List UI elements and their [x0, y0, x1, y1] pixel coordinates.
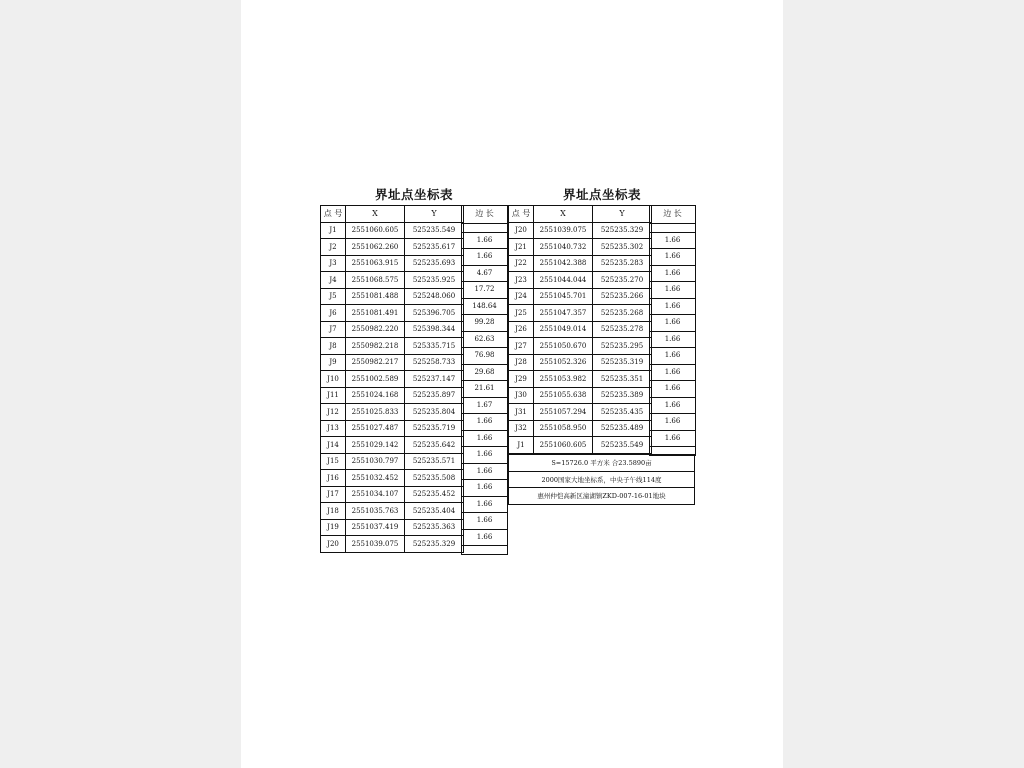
table-row — [509, 338, 652, 355]
note-text: S=15726.0 平方米 合23.5890亩 — [509, 455, 695, 472]
table-row — [509, 321, 652, 338]
length-cell: 1.66 — [462, 530, 507, 547]
cell-x: 2551002.589 — [346, 371, 405, 388]
cell-x: 2551030.797 — [346, 453, 405, 470]
cell-x: 2551039.075 — [346, 536, 405, 553]
cell-p: J1 — [321, 222, 346, 239]
table-row — [321, 437, 464, 454]
column-header-y: Y — [593, 206, 652, 223]
cell-y: 525237.147 — [405, 371, 464, 388]
cell-p: J30 — [509, 387, 534, 404]
table-row — [321, 503, 464, 520]
cell-y: 525235.549 — [405, 222, 464, 239]
table-row — [509, 437, 652, 454]
notes-table — [508, 454, 695, 505]
length-cell: 1.66 — [650, 348, 695, 365]
column-header-length: 边 长 — [650, 205, 695, 224]
note-row — [509, 488, 695, 505]
cell-p: J26 — [509, 321, 534, 338]
cell-y: 525248.060 — [405, 288, 464, 305]
cell-y: 525396.705 — [405, 305, 464, 322]
table-row — [321, 453, 464, 470]
cell-x: 2551047.357 — [534, 305, 593, 322]
cell-p: J20 — [321, 536, 346, 553]
cell-p: J13 — [321, 420, 346, 437]
cell-y: 525235.489 — [593, 420, 652, 437]
column-header-x: X — [534, 206, 593, 223]
cell-y: 525235.404 — [405, 503, 464, 520]
cell-p: J22 — [509, 255, 534, 272]
table-row — [321, 321, 464, 338]
table-row — [321, 387, 464, 404]
cell-x: 2551058.950 — [534, 420, 593, 437]
length-cell: 148.64 — [462, 299, 507, 316]
length-cell: 1.66 — [462, 464, 507, 481]
table-row — [321, 305, 464, 322]
table-row — [509, 420, 652, 437]
cell-y: 525235.925 — [405, 272, 464, 289]
cell-p: J31 — [509, 404, 534, 421]
cell-x: 2551060.605 — [346, 222, 405, 239]
length-cell: 1.66 — [650, 365, 695, 382]
cell-p: J14 — [321, 437, 346, 454]
column-header-y: Y — [405, 206, 464, 223]
cell-y: 525398.344 — [405, 321, 464, 338]
cell-y: 525235.571 — [405, 453, 464, 470]
cell-x: 2551037.419 — [346, 519, 405, 536]
cell-p: J2 — [321, 239, 346, 256]
cell-p: J9 — [321, 354, 346, 371]
cell-x: 2551050.670 — [534, 338, 593, 355]
length-cell: 1.67 — [462, 398, 507, 415]
cell-x: 2550982.218 — [346, 338, 405, 355]
cell-y: 525235.302 — [593, 239, 652, 256]
cell-x: 2551035.763 — [346, 503, 405, 520]
length-cell: 1.66 — [650, 332, 695, 349]
table-row — [321, 536, 464, 553]
cell-x: 2551044.044 — [534, 272, 593, 289]
cell-x: 2551057.294 — [534, 404, 593, 421]
coordinate-table-left — [320, 186, 508, 548]
cell-x: 2551081.491 — [346, 305, 405, 322]
length-cell: 17.72 — [462, 282, 507, 299]
cell-y: 525235.435 — [593, 404, 652, 421]
cell-p: J4 — [321, 272, 346, 289]
cell-x: 2551029.142 — [346, 437, 405, 454]
cell-p: J12 — [321, 404, 346, 421]
cell-y: 525235.295 — [593, 338, 652, 355]
length-spacer — [462, 224, 507, 233]
column-header-length: 边 长 — [462, 205, 507, 224]
cell-x: 2551027.487 — [346, 420, 405, 437]
cell-x: 2551060.605 — [534, 437, 593, 454]
cell-y: 525235.319 — [593, 354, 652, 371]
cell-p: J29 — [509, 371, 534, 388]
cell-x: 2550982.217 — [346, 354, 405, 371]
cell-x: 2551081.488 — [346, 288, 405, 305]
length-cell: 76.98 — [462, 348, 507, 365]
cell-x: 2551062.260 — [346, 239, 405, 256]
cell-p: J21 — [509, 239, 534, 256]
cell-y: 525235.549 — [593, 437, 652, 454]
length-cell: 62.63 — [462, 332, 507, 349]
length-spacer — [462, 546, 507, 555]
length-cell: 1.66 — [650, 266, 695, 283]
cell-y: 525235.389 — [593, 387, 652, 404]
cell-y: 525235.363 — [405, 519, 464, 536]
table-row — [321, 404, 464, 421]
table-row — [321, 420, 464, 437]
cell-p: J19 — [321, 519, 346, 536]
cell-x: 2551025.833 — [346, 404, 405, 421]
cell-y: 525235.266 — [593, 288, 652, 305]
length-cell: 1.66 — [462, 480, 507, 497]
cell-p: J32 — [509, 420, 534, 437]
cell-y: 525235.329 — [593, 222, 652, 239]
length-cell: 1.66 — [650, 381, 695, 398]
table-row — [321, 371, 464, 388]
table-title: 界址点坐标表 — [562, 187, 641, 202]
cell-x: 2551055.638 — [534, 387, 593, 404]
cell-x: 2551063.915 — [346, 255, 405, 272]
cell-y: 525235.617 — [405, 239, 464, 256]
table-row — [321, 354, 464, 371]
length-cell: 1.66 — [650, 315, 695, 332]
cell-p: J6 — [321, 305, 346, 322]
note-row — [509, 471, 695, 488]
length-cell: 1.66 — [462, 431, 507, 448]
cell-y: 525235.804 — [405, 404, 464, 421]
cell-y: 525235.508 — [405, 470, 464, 487]
cell-x: 2551039.075 — [534, 222, 593, 239]
cell-y: 525335.715 — [405, 338, 464, 355]
table-row — [509, 255, 652, 272]
cell-p: J7 — [321, 321, 346, 338]
cell-y: 525235.693 — [405, 255, 464, 272]
length-cell: 1.66 — [650, 414, 695, 431]
column-header-point: 点 号 — [509, 206, 534, 223]
cell-p: J16 — [321, 470, 346, 487]
table-row — [509, 288, 652, 305]
cell-p: J17 — [321, 486, 346, 503]
length-cell: 1.66 — [462, 497, 507, 514]
length-cell: 1.66 — [462, 414, 507, 431]
scanned-page — [241, 0, 783, 768]
length-cell: 1.66 — [462, 249, 507, 266]
table-row — [321, 519, 464, 536]
length-cell: 1.66 — [650, 431, 695, 448]
cell-y: 525235.351 — [593, 371, 652, 388]
length-cell: 29.68 — [462, 365, 507, 382]
cell-p: J25 — [509, 305, 534, 322]
cell-p: J5 — [321, 288, 346, 305]
length-cell: 1.66 — [650, 282, 695, 299]
cell-p: J10 — [321, 371, 346, 388]
cell-p: J15 — [321, 453, 346, 470]
length-cell: 21.61 — [462, 381, 507, 398]
length-spacer — [650, 224, 695, 233]
length-cell: 1.66 — [462, 233, 507, 250]
length-cell: 1.66 — [650, 249, 695, 266]
table-row — [509, 404, 652, 421]
length-cell: 1.66 — [650, 398, 695, 415]
cell-p: J23 — [509, 272, 534, 289]
coordinate-table-right — [508, 186, 696, 501]
table-title: 界址点坐标表 — [374, 187, 453, 202]
table-row — [321, 222, 464, 239]
table-row — [321, 470, 464, 487]
cell-y: 525235.642 — [405, 437, 464, 454]
cell-y: 525235.278 — [593, 321, 652, 338]
table-row — [509, 354, 652, 371]
cell-y: 525235.452 — [405, 486, 464, 503]
table-row — [321, 272, 464, 289]
cell-y: 525235.283 — [593, 255, 652, 272]
cell-y: 525235.719 — [405, 420, 464, 437]
column-header-point: 点 号 — [321, 206, 346, 223]
cell-x: 2551045.701 — [534, 288, 593, 305]
cell-x: 2551068.575 — [346, 272, 405, 289]
table-row — [509, 272, 652, 289]
length-cell: 1.66 — [462, 447, 507, 464]
length-cell: 99.28 — [462, 315, 507, 332]
length-cell: 1.66 — [650, 299, 695, 316]
header-row — [509, 206, 652, 223]
cell-y: 525235.329 — [405, 536, 464, 553]
table-row — [321, 486, 464, 503]
cell-x: 2551052.326 — [534, 354, 593, 371]
length-column — [461, 205, 508, 555]
table-row — [321, 239, 464, 256]
cell-p: J18 — [321, 503, 346, 520]
cell-x: 2551024.168 — [346, 387, 405, 404]
table-row — [509, 371, 652, 388]
length-cell: 1.66 — [462, 513, 507, 530]
cell-p: J20 — [509, 222, 534, 239]
note-text: 2000国家大地坐标系，中央子午线114度 — [509, 471, 695, 488]
table-row — [509, 305, 652, 322]
table-row — [509, 239, 652, 256]
cell-x: 2551034.107 — [346, 486, 405, 503]
table-row — [509, 222, 652, 239]
coordinate-grid — [320, 205, 464, 553]
cell-y: 525235.270 — [593, 272, 652, 289]
cell-x: 2551032.452 — [346, 470, 405, 487]
length-cell: 1.66 — [650, 233, 695, 250]
cell-x: 2550982.220 — [346, 321, 405, 338]
cell-y: 525258.733 — [405, 354, 464, 371]
cell-x: 2551040.732 — [534, 239, 593, 256]
length-column — [649, 205, 696, 456]
cell-p: J24 — [509, 288, 534, 305]
cell-y: 525235.268 — [593, 305, 652, 322]
note-text: 惠州仲恺高新区潼湖镇ZKD-007-16-01地块 — [509, 488, 695, 505]
cell-p: J1 — [509, 437, 534, 454]
cell-x: 2551042.388 — [534, 255, 593, 272]
cell-p: J8 — [321, 338, 346, 355]
table-row — [321, 338, 464, 355]
table-row — [321, 288, 464, 305]
cell-x: 2551049.014 — [534, 321, 593, 338]
coordinate-grid — [508, 205, 652, 454]
note-row — [509, 455, 695, 472]
cell-y: 525235.897 — [405, 387, 464, 404]
table-row — [509, 387, 652, 404]
header-row — [321, 206, 464, 223]
cell-p: J11 — [321, 387, 346, 404]
column-header-x: X — [346, 206, 405, 223]
cell-x: 2551053.982 — [534, 371, 593, 388]
cell-p: J28 — [509, 354, 534, 371]
cell-p: J27 — [509, 338, 534, 355]
length-cell: 4.67 — [462, 266, 507, 283]
cell-p: J3 — [321, 255, 346, 272]
table-row — [321, 255, 464, 272]
